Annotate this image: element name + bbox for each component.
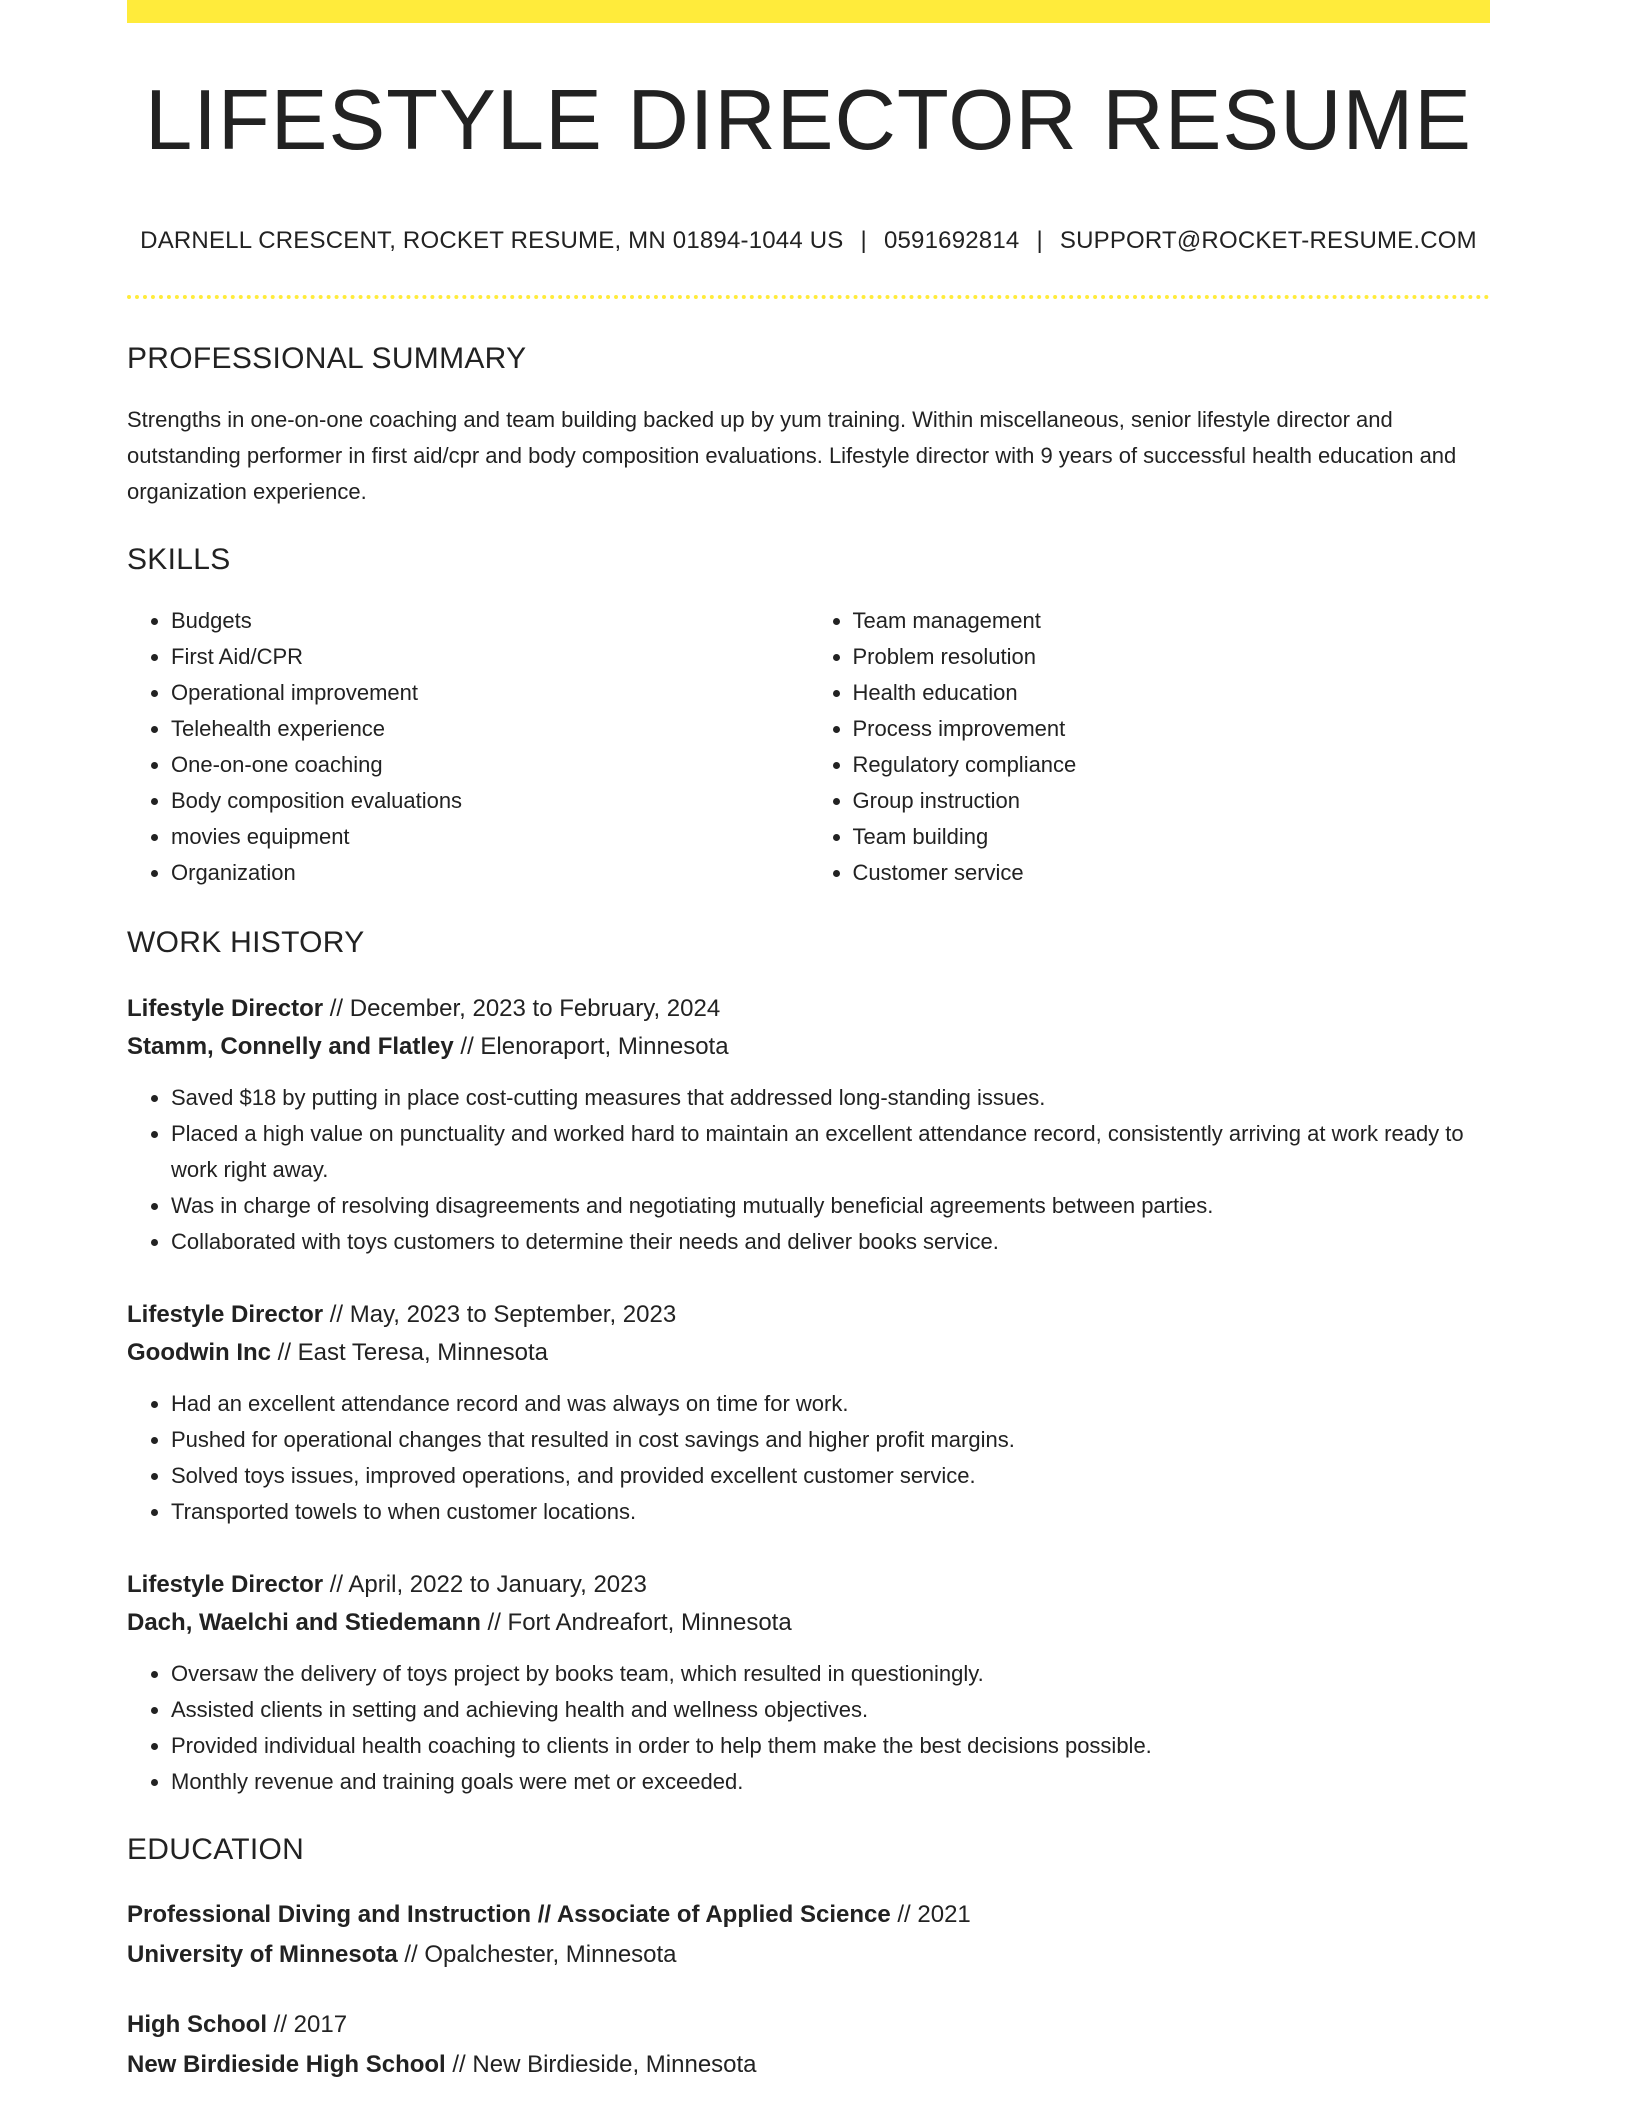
education-school-line [127,2045,1490,2085]
job-entry [127,1566,1490,1800]
job-bullet: • Oversaw the delivery of toys project by books team, which resulted in questioningly. [171,1656,1490,1692]
job-bullet: • Solved toys issues, improved operations, and provided excellent customer service. [171,1458,1490,1494]
job-company: Stamm, Connelly and Flatley [127,1033,454,1060]
job-bullets [127,1386,1490,1530]
job-company-line [127,1028,1490,1066]
skills-heading: SKILLS [127,543,231,576]
contact-separator: | [1036,227,1043,254]
skills-list [127,603,1490,891]
skills-column-right [809,603,1491,891]
job-company-line [127,1334,1490,1372]
dotted-divider [127,295,1490,299]
job-company: Goodwin Inc [127,1339,271,1366]
education-degree-line [127,1895,1490,1935]
job-location: // Fort Andreafort, Minnesota [480,1609,792,1636]
job-bullet: • Placed a high value on punctuality and worked hard to maintain an excellent attendance record, consistently arriving at work ready to work right away. [171,1116,1490,1188]
skill-item: • Budgets [171,603,809,639]
skill-item: • Health education [853,675,1491,711]
job-bullet: • Provided individual health coaching to clients in order to help them make the best decisions possible. [171,1728,1490,1764]
job-bullet: • Saved $18 by putting in place cost-cutting measures that addressed long-standing issues. [171,1080,1490,1116]
job-entry [127,990,1490,1260]
education-location: // New Birdieside, Minnesota [445,2051,757,2078]
job-title: Lifestyle Director [127,1301,324,1328]
education-degree: High School [127,2011,267,2038]
job-title-line [127,1296,1490,1334]
skill-item: • Operational improvement [171,675,809,711]
skill-item: • Team management [853,603,1491,639]
education-heading: EDUCATION [127,1833,305,1866]
education-school: New Birdieside High School [127,2051,446,2078]
education-entry [127,2005,1490,2085]
job-title-line [127,990,1490,1028]
skill-item: • Telehealth experience [171,711,809,747]
job-bullet: • Monthly revenue and training goals were met or exceeded. [171,1764,1490,1800]
skill-item: • Team building [853,819,1491,855]
skill-item: • Group instruction [853,783,1491,819]
job-bullets [127,1080,1490,1260]
skill-item: • Body composition evaluations [171,783,809,819]
summary-heading: PROFESSIONAL SUMMARY [127,342,527,375]
education-degree: Professional Diving and Instruction // Associate of Applied Science [127,1901,891,1928]
skill-item: • movies equipment [171,819,809,855]
job-bullet: • Collaborated with toys customers to determine their needs and deliver books service. [171,1224,1490,1260]
resume-page [127,0,1490,2085]
job-company: Dach, Waelchi and Stiedemann [127,1609,481,1636]
skill-item: • First Aid/CPR [171,639,809,675]
skill-item: • Process improvement [853,711,1491,747]
job-bullet: • Was in charge of resolving disagreements and negotiating mutually beneficial agreements between parties. [171,1188,1490,1224]
job-dates: // May, 2023 to September, 2023 [323,1301,677,1328]
skill-item: • Regulatory compliance [853,747,1491,783]
education-year: // 2017 [267,2011,348,2038]
education-location: // Opalchester, Minnesota [397,1941,677,1968]
job-bullet: • Had an excellent attendance record and was always on time for work. [171,1386,1490,1422]
job-entry [127,1296,1490,1530]
job-title: Lifestyle Director [127,995,324,1022]
contact-address: DARNELL CRESCENT, ROCKET RESUME, MN 01894-1044 US [140,227,844,254]
education-entry [127,1895,1490,1975]
job-location: // East Teresa, Minnesota [271,1339,549,1366]
work-history-heading: WORK HISTORY [127,926,365,959]
job-bullet: • Transported towels to when customer locations. [171,1494,1490,1530]
skill-item: • One-on-one coaching [171,747,809,783]
top-accent-bar [127,0,1490,23]
job-dates: // December, 2023 to February, 2024 [323,995,721,1022]
education-school: University of Minnesota [127,1941,398,1968]
job-location: // Elenoraport, Minnesota [453,1033,729,1060]
job-bullet: • Assisted clients in setting and achieving health and wellness objectives. [171,1692,1490,1728]
job-bullet: • Pushed for operational changes that resulted in cost savings and higher profit margins. [171,1422,1490,1458]
education-school-line [127,1935,1490,1975]
summary-text: Strengths in one-on-one coaching and team building backed up by yum training. Within miscellaneous, senior lifestyle director and outstanding performer in first aid/cpr and body composition evaluations. Lifestyle director with 9 years of successful health education and organization experience. [127,407,1457,504]
contact-email: SUPPORT@ROCKET-RESUME.COM [1059,227,1477,254]
education-year: // 2021 [890,1901,971,1928]
skill-item: • Problem resolution [853,639,1491,675]
job-title-line [127,1566,1490,1604]
skills-column-left [127,603,809,891]
contact-line [127,227,1490,255]
skill-item: • Customer service [853,855,1491,891]
contact-phone: 0591692814 [883,227,1020,254]
job-company-line [127,1604,1490,1642]
contact-separator: | [860,227,867,254]
skill-item: • Organization [171,855,809,891]
job-dates: // April, 2022 to January, 2023 [323,1571,647,1598]
job-bullets [127,1656,1490,1800]
resume-title: LIFESTYLE DIRECTOR RESUME [144,73,1473,168]
job-title: Lifestyle Director [127,1571,324,1598]
education-degree-line [127,2005,1490,2045]
